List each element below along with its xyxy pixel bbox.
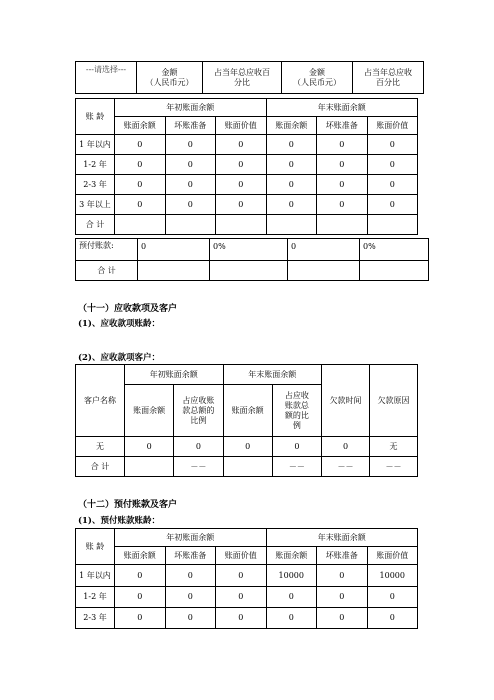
row-label: 2-3 年 [76,175,115,195]
receivable-customer-table [75,364,418,477]
table-row-total [76,457,418,477]
section-11-title: （十一）应收款项及客户 [78,304,178,314]
col-header: 账面价值 [216,547,267,565]
cell[interactable]: 0 [115,135,166,155]
cell[interactable]: 0 [115,587,166,608]
cell[interactable]: 0 [317,175,368,195]
cell[interactable]: 0 [216,135,267,155]
cell[interactable]: 0% [360,239,429,261]
col-account-age: 账 龄 [76,99,115,135]
cell[interactable]: －－ [322,457,370,477]
col-header: 占应收账 款总额的 比例 [174,385,223,437]
cell[interactable] [223,457,272,477]
row-label: 1 年以内 [76,565,115,587]
col-header: 坏账准备 [165,547,216,565]
row-label: 1-2 年 [76,587,115,608]
cell[interactable]: 0 [317,608,368,629]
cell[interactable]: 0 [165,155,216,175]
col-header: 欠款原因 [370,365,418,437]
cell[interactable] [266,215,317,235]
col-header: 占应收 账款总 额的比 例 [272,385,321,437]
table-row [76,195,418,215]
section-11-sub1: (1)、应收款项账龄： [78,319,160,329]
cell[interactable]: 0 [115,155,166,175]
col-customer-name: 客户名称 [76,365,125,437]
header-cell: 金额 （人民币元） [282,62,353,94]
header-cell: 占当年总应收 百分比 [353,62,424,94]
cell[interactable]: 0 [367,195,418,215]
cell[interactable] [165,215,216,235]
col-header: 账面余额 [115,117,166,135]
cell[interactable]: 0 [115,175,166,195]
cell[interactable]: －－ [174,457,223,477]
group-end-balance: 年末账面余额 [266,529,418,547]
table-row-total [76,261,429,281]
cell[interactable]: 0 [165,135,216,155]
cell[interactable]: 0 [367,135,418,155]
cell[interactable]: 0 [138,239,210,261]
table-row [76,239,429,261]
col-header: 账面余额 [125,385,174,437]
cell[interactable] [288,261,360,281]
group-begin-balance: 年初账面余额 [125,365,224,385]
cell[interactable]: 0 [216,175,267,195]
cell[interactable]: 0 [115,608,166,629]
row-label: 无 [76,437,125,457]
table-row [76,135,418,155]
cell[interactable]: 0 [288,239,360,261]
cell[interactable] [115,215,166,235]
cell[interactable]: 0 [266,175,317,195]
select-dropdown[interactable]: ---请选择--- [76,62,137,94]
col-header: 坏账准备 [165,117,216,135]
row-label: 1 年以内 [76,135,115,155]
group-end-balance: 年末账面余额 [266,99,418,117]
cell[interactable]: 0 [317,195,368,215]
col-header: 账面余额 [223,385,272,437]
cell[interactable]: －－ [370,457,418,477]
cell[interactable]: －－ [272,457,321,477]
col-header: 账面余额 [266,547,317,565]
cell[interactable]: 0 [174,437,223,457]
cell[interactable]: 0 [266,608,317,629]
col-header: 坏账准备 [317,117,368,135]
cell[interactable]: 0 [165,175,216,195]
col-header: 欠款时间 [322,365,370,437]
cell[interactable]: 0 [216,587,267,608]
col-header: 账面余额 [115,547,166,565]
cell[interactable]: 0 [125,437,174,457]
aging-table [75,98,418,235]
cell[interactable]: 0 [165,608,216,629]
cell[interactable] [317,215,368,235]
cell[interactable]: 0 [165,587,216,608]
col-header: 账面价值 [367,547,418,565]
cell[interactable]: 0 [317,565,368,587]
row-label: 2-3 年 [76,608,115,629]
row-label: 合 计 [76,261,138,281]
row-label: 预付账款: [76,239,138,261]
cell[interactable]: 0 [266,155,317,175]
group-end-balance: 年末账面余额 [223,365,322,385]
row-label: 合 计 [76,215,115,235]
cell[interactable]: 0 [272,437,321,457]
cell[interactable]: 无 [370,437,418,457]
cell[interactable]: 0 [266,195,317,215]
col-account-age: 账 龄 [76,529,115,565]
table-row [76,155,418,175]
cell[interactable]: 0 [266,587,317,608]
row-label: 3 年以上 [76,195,115,215]
cell[interactable]: 0 [266,135,317,155]
section-11-sub2: (2)、应收款项客户： [78,353,160,363]
table-row-total [76,215,418,235]
cell[interactable]: 0% [210,239,288,261]
table-row [76,565,418,587]
cell[interactable]: 0 [115,565,166,587]
prepaid-header-table [75,61,424,94]
cell[interactable]: 0 [216,608,267,629]
table-row [76,175,418,195]
cell[interactable]: 0 [165,565,216,587]
col-header: 账面价值 [367,117,418,135]
cell[interactable]: 0 [367,155,418,175]
cell[interactable]: 10000 [367,565,418,587]
cell[interactable]: 0 [216,155,267,175]
col-header: 账面价值 [216,117,267,135]
cell[interactable]: 0 [317,587,368,608]
header-cell: 占当年总应收百 分比 [203,62,282,94]
cell[interactable] [125,457,174,477]
cell[interactable] [360,261,429,281]
cell[interactable] [138,261,210,281]
cell[interactable]: 10000 [266,565,317,587]
row-label: 1-2 年 [76,155,115,175]
table-row [76,608,418,629]
section-12-sub1: (1)、预付账款账龄： [78,516,160,526]
row-label: 合 计 [76,457,125,477]
cell[interactable]: 0 [367,608,418,629]
col-header: 账面余额 [266,117,317,135]
cell[interactable]: 0 [367,587,418,608]
cell[interactable]: 0 [216,565,267,587]
prepaid-summary-table [75,238,429,281]
cell[interactable]: 0 [367,175,418,195]
cell[interactable] [210,261,288,281]
cell[interactable]: 0 [223,437,272,457]
cell[interactable]: 0 [322,437,370,457]
section-12-title: （十二）预付账款及客户 [78,500,178,510]
cell[interactable]: 0 [317,135,368,155]
cell[interactable]: 0 [115,195,166,215]
group-begin-balance: 年初账面余额 [115,529,267,547]
cell[interactable]: 0 [317,155,368,175]
cell[interactable]: 0 [216,195,267,215]
prepaid-aging-table [75,528,418,629]
table-row [76,437,418,457]
cell[interactable] [367,215,418,235]
header-cell: 金额 （人民币元） [137,62,203,94]
table-row [76,587,418,608]
cell[interactable] [216,215,267,235]
col-header: 坏账准备 [317,547,368,565]
cell[interactable]: 0 [165,195,216,215]
group-begin-balance: 年初账面余额 [115,99,267,117]
